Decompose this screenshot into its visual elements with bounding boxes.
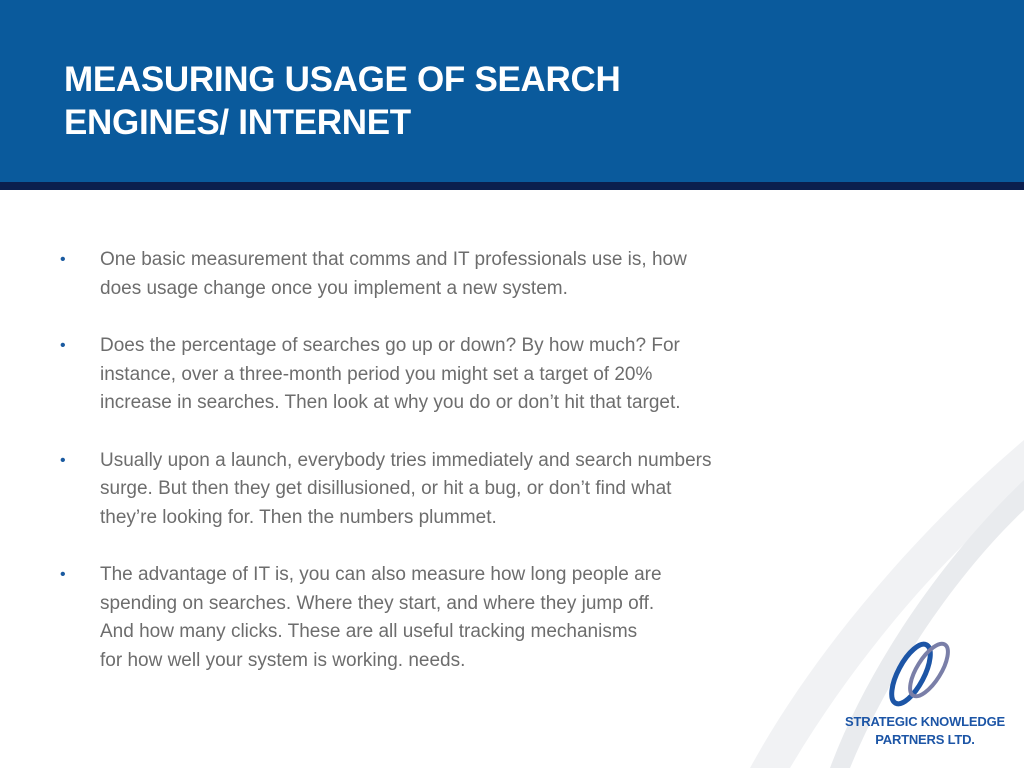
bullet-text: One basic measurement that comms and IT professionals use is, how does usage change once you implement a new system. (100, 249, 687, 299)
bullet-marker: • (60, 451, 66, 469)
slide-title-line-2: ENGINES/ INTERNET (64, 103, 411, 142)
company-logo (845, 638, 1005, 750)
bullet-marker: • (60, 566, 66, 583)
bullet-text: Does the percentage of searches go up or down? By how much? For instance, over a three-month period you might set a target of 20% increase in searches. Then look at why you do or don’t hit that target. (100, 335, 681, 413)
bullet-marker: • (60, 251, 66, 268)
bullet-item (60, 561, 860, 675)
bullet-marker: • (60, 337, 66, 354)
bullet-list (60, 246, 860, 704)
banner-divider (0, 182, 1024, 190)
slide-title-line-1: MEASURING USAGE OF SEARCH (64, 60, 621, 99)
bullet-text: Usually upon a launch, everybody tries immediately and search numbers surge. But then they get disillusioned, or hit a bug, or don’t find what they’re looking for. Then the numbers plummet. (100, 449, 712, 528)
slide-title (64, 58, 864, 144)
logo-text-line-2: PARTNERS LTD. (875, 732, 975, 747)
logo-rings-icon (881, 638, 961, 712)
bullet-item (60, 332, 860, 418)
bullet-item (60, 447, 860, 533)
bullet-item (60, 246, 860, 303)
bullet-text: The advantage of IT is, you can also measure how long people are spending on searches. Where they start, and where they jump off. And how many clicks. These are all useful tracking mechanisms for how well your system is working. needs. (100, 564, 662, 671)
logo-text-line-1: STRATEGIC KNOWLEDGE (845, 714, 1005, 729)
